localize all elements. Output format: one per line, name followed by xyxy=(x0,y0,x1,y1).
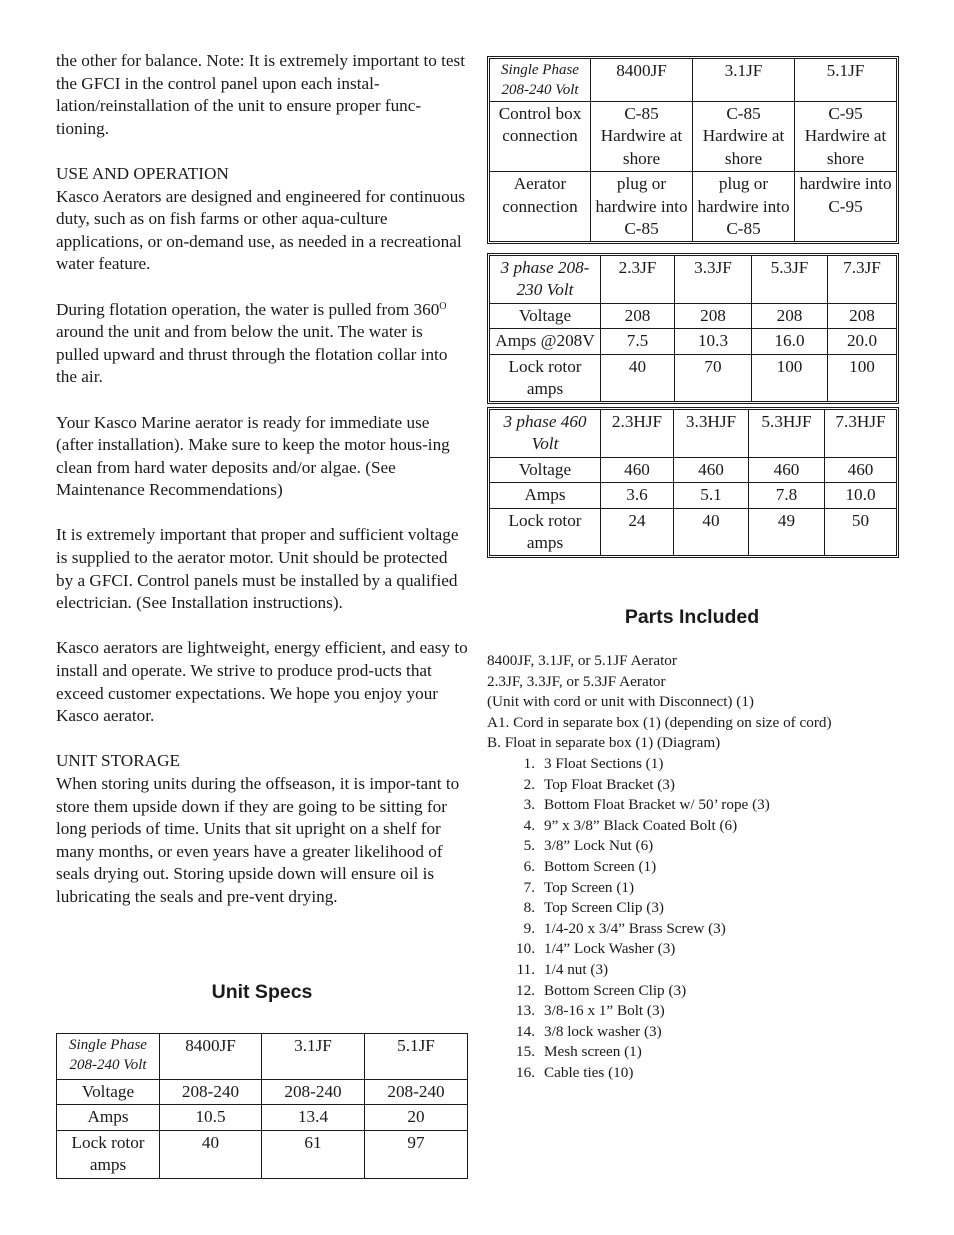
table-row xyxy=(490,303,897,328)
table-cell: 208-240 xyxy=(262,1080,365,1105)
table-header-cell: 3.3JF xyxy=(675,256,752,304)
table-cell: Lock rotor amps xyxy=(490,354,601,402)
table-cell: Amps xyxy=(490,483,601,508)
table-cell: 460 xyxy=(601,457,674,482)
list-item xyxy=(487,981,927,1002)
list-item-text: 3 Float Sections (1) xyxy=(544,754,664,772)
list-item: (Unit with cord or unit with Disconnect) (1) xyxy=(487,693,754,711)
list-item-text: Cable ties (10) xyxy=(544,1063,634,1081)
table-cell: 50 xyxy=(825,508,897,556)
list-item xyxy=(487,857,927,878)
parts-included-list xyxy=(487,651,927,1083)
table-row xyxy=(490,59,897,102)
intro-paragraph: the other for balance. Note: It is extremely important to test the GFCI in the control panel upon each instal-lation/reinstallation of the unit to ensure proper func-tioning. xyxy=(56,51,466,138)
table-row xyxy=(57,1105,468,1130)
list-item-number-text: 6. xyxy=(523,857,535,875)
list-item xyxy=(487,919,927,940)
list-item: B. Float in separate box (1) (Diagram) xyxy=(487,734,721,752)
table-cell: 16.0 xyxy=(752,329,828,354)
table-row xyxy=(490,256,897,304)
table-cell: 7.5 xyxy=(601,329,675,354)
table-cell: 10.3 xyxy=(675,329,752,354)
table-cell: 40 xyxy=(160,1130,262,1178)
list-item-number-text: 8. xyxy=(523,899,535,917)
list-item xyxy=(487,775,927,796)
table-cell: 208-240 xyxy=(160,1080,262,1105)
table-header-cell: 3.3HJF xyxy=(674,410,749,458)
table-row xyxy=(490,410,897,458)
table-header-cell: 5.3HJF xyxy=(749,410,825,458)
list-item-text: Bottom Float Bracket w/ 50’ rope (3) xyxy=(544,796,770,814)
table-header-cell: 5.3JF xyxy=(752,256,828,304)
list-item xyxy=(487,1022,927,1043)
unit-storage-section xyxy=(56,750,468,908)
left-column xyxy=(56,50,468,931)
three-phase-208-table xyxy=(489,255,897,402)
table-header-cell: 5.1JF xyxy=(365,1034,468,1080)
table-cell: Voltage xyxy=(490,303,601,328)
list-item-number-text: 11. xyxy=(516,960,535,978)
table-cell: 49 xyxy=(749,508,825,556)
list-item-text: 3/8-16 x 1” Bolt (3) xyxy=(544,1002,665,1020)
list-item-text: 3/8 lock washer (3) xyxy=(544,1022,662,1040)
list-item-text: Bottom Screen (1) xyxy=(544,857,657,875)
table-cell: Amps @208V xyxy=(490,329,601,354)
table-cell: 10.5 xyxy=(160,1105,262,1130)
table-cell: 460 xyxy=(674,457,749,482)
table-header-cell: 3.1JF xyxy=(693,59,795,102)
table-row xyxy=(490,172,897,242)
table-cell: Control box connection xyxy=(490,102,591,172)
table-cell: 100 xyxy=(752,354,828,402)
connection-table xyxy=(489,58,897,242)
table-cell: 40 xyxy=(674,508,749,556)
table-cell: Amps xyxy=(57,1105,160,1130)
table-row xyxy=(490,483,897,508)
list-item: 2.3JF, 3.3JF, or 5.3JF Aerator xyxy=(487,672,666,690)
table-cell: Lock rotor amps xyxy=(490,508,601,556)
lightweight-paragraph: Kasco aerators are lightweight, energy efficient, and easy to install and operate. We strive to produce prod-ucts that exceed customer expectations. We hope you enjoy your Kasco aerator. xyxy=(56,638,468,726)
unit-specs-heading: Unit Specs xyxy=(211,981,313,1003)
unit-specs-table xyxy=(56,1033,468,1179)
list-item-text: 1/4-20 x 3/4” Brass Screw (3) xyxy=(544,919,726,937)
list-item-number-text: 1. xyxy=(523,754,535,772)
table-cell: 208-240 xyxy=(365,1080,468,1105)
table-cell: 208 xyxy=(675,303,752,328)
list-item-text: Top Float Bracket (3) xyxy=(544,775,675,793)
table-row xyxy=(490,329,897,354)
list-item xyxy=(487,1063,927,1084)
float-parts-list xyxy=(487,754,927,1084)
table-cell: Voltage xyxy=(57,1080,160,1105)
table-row xyxy=(490,457,897,482)
list-item xyxy=(487,1042,927,1063)
list-item xyxy=(487,816,927,837)
table-header-cell: 5.1JF xyxy=(795,59,897,102)
table-cell: 3.6 xyxy=(601,483,674,508)
table-cell: 20.0 xyxy=(828,329,897,354)
table-cell: C-95 Hardwire at shore xyxy=(795,102,897,172)
table-header-cell: Single Phase 208-240 Volt xyxy=(490,59,591,102)
list-item xyxy=(487,939,927,960)
list-item xyxy=(487,878,927,899)
flotation-paragraph xyxy=(56,299,468,389)
list-item-text: 1/4 nut (3) xyxy=(544,960,609,978)
list-item: A1. Cord in separate box (1) (depending on size of cord) xyxy=(487,713,832,731)
list-item-number-text: 4. xyxy=(523,816,535,834)
list-item-number-text: 14. xyxy=(516,1022,535,1040)
table-cell: 208 xyxy=(601,303,675,328)
list-item-number-text: 16. xyxy=(516,1063,535,1081)
table-cell: hardwire into C-95 xyxy=(795,172,897,242)
list-item-text: Bottom Screen Clip (3) xyxy=(544,981,687,999)
list-item xyxy=(487,898,927,919)
list-item-number-text: 7. xyxy=(523,878,535,896)
list-item xyxy=(487,836,927,857)
table-row xyxy=(490,354,897,402)
table-header-cell: 8400JF xyxy=(591,59,693,102)
list-item xyxy=(487,960,927,981)
table-cell: 460 xyxy=(825,457,897,482)
table-cell: 61 xyxy=(262,1130,365,1178)
list-item xyxy=(487,795,927,816)
table-row xyxy=(57,1080,468,1105)
list-item-number-text: 15. xyxy=(516,1043,535,1061)
table-cell: plug or hardwire into C-85 xyxy=(591,172,693,242)
parts-included-heading: Parts Included xyxy=(624,606,760,628)
table-cell: 40 xyxy=(601,354,675,402)
flotation-text-after: around the unit and from below the unit. The water is pulled upward and thrust through the flotation collar into the air. xyxy=(56,322,448,387)
list-item-text: Mesh screen (1) xyxy=(544,1043,642,1061)
table-cell: 7.8 xyxy=(749,483,825,508)
table-header-cell: 3 phase 208-230 Volt xyxy=(490,256,601,304)
table-cell: C-85 Hardwire at shore xyxy=(591,102,693,172)
use-and-operation-heading: USE AND OPERATION xyxy=(56,163,229,183)
unit-storage-heading: UNIT STORAGE xyxy=(56,751,180,771)
table-header-cell: 2.3JF xyxy=(601,256,675,304)
table-cell: C-85 Hardwire at shore xyxy=(693,102,795,172)
table-cell: Lock rotor amps xyxy=(57,1130,160,1178)
table-row xyxy=(57,1034,468,1080)
table-cell: 460 xyxy=(749,457,825,482)
use-and-operation-section xyxy=(56,163,468,276)
list-item-text: 9” x 3/8” Black Coated Bolt (6) xyxy=(544,816,738,834)
table-row xyxy=(490,508,897,556)
table-header-cell: 2.3HJF xyxy=(601,410,674,458)
table-header-cell: 7.3JF xyxy=(828,256,897,304)
list-item: 8400JF, 3.1JF, or 5.1JF Aerator xyxy=(487,652,677,669)
table-cell: Voltage xyxy=(490,457,601,482)
table-cell: 13.4 xyxy=(262,1105,365,1130)
list-item-number-text: 5. xyxy=(523,837,535,855)
list-item-text: Top Screen Clip (3) xyxy=(544,899,664,917)
list-item-number-text: 10. xyxy=(516,940,535,958)
table-cell: 70 xyxy=(675,354,752,402)
table-header-cell: 3.1JF xyxy=(262,1034,365,1080)
flotation-text-before: During flotation operation, the water is pulled from 360 xyxy=(56,299,440,319)
voltage-paragraph: It is extremely important that proper and sufficient voltage is supplied to the aerator motor. Unit should be protected by a GFCI. Control panels must be installed by a qualified electrician. (See Installation instructions). xyxy=(56,525,459,613)
table-row xyxy=(57,1130,468,1178)
table-cell: 24 xyxy=(601,508,674,556)
table-header-cell: 7.3HJF xyxy=(825,410,897,458)
degree-superscript: O xyxy=(439,300,447,312)
table-cell: 97 xyxy=(365,1130,468,1178)
list-item-text: 3/8” Lock Nut (6) xyxy=(544,837,654,855)
list-item-number-text: 13. xyxy=(516,1002,535,1020)
table-cell: Aerator connection xyxy=(490,172,591,242)
ready-paragraph: Your Kasco Marine aerator is ready for immediate use (after installation). Make sure to keep the motor hous-ing clean from hard water deposits and/or algae. (See Maintenance Recommendations) xyxy=(56,412,450,500)
table-cell: 100 xyxy=(828,354,897,402)
list-item xyxy=(487,754,927,775)
storage-paragraph: When storing units during the offseason, it is impor-tant to store them upside down if they are going to be sitting for long periods of time. Units that sit upright on a shelf for many months, or even years have a greater likelihood of seals drying out. Storing upside down will ensure oil is lubricating the seals and pre-vent drying. xyxy=(56,774,460,906)
list-item-text: Top Screen (1) xyxy=(544,878,635,896)
list-item-number-text: 2. xyxy=(523,775,535,793)
list-item-number-text: 12. xyxy=(516,981,535,999)
use-paragraph: Kasco Aerators are designed and engineered for continuous duty, such as on fish farms or other aqua-culture applications, or on-demand use, as needed in a recreational water feature. xyxy=(56,186,466,274)
three-phase-460-table xyxy=(489,409,897,556)
table-header-cell: Single Phase 208-240 Volt xyxy=(57,1034,160,1080)
table-cell: 208 xyxy=(828,303,897,328)
table-cell: 10.0 xyxy=(825,483,897,508)
list-item-text: 1/4” Lock Washer (3) xyxy=(544,940,676,958)
table-header-cell: 3 phase 460 Volt xyxy=(490,410,601,458)
table-row xyxy=(490,102,897,172)
list-item xyxy=(487,1001,927,1022)
table-cell: 20 xyxy=(365,1105,468,1130)
table-cell: 208 xyxy=(752,303,828,328)
list-item-number-text: 9. xyxy=(523,919,535,937)
table-cell: plug or hardwire into C-85 xyxy=(693,172,795,242)
list-item-number-text: 3. xyxy=(523,796,535,814)
table-header-cell: 8400JF xyxy=(160,1034,262,1080)
table-cell: 5.1 xyxy=(674,483,749,508)
